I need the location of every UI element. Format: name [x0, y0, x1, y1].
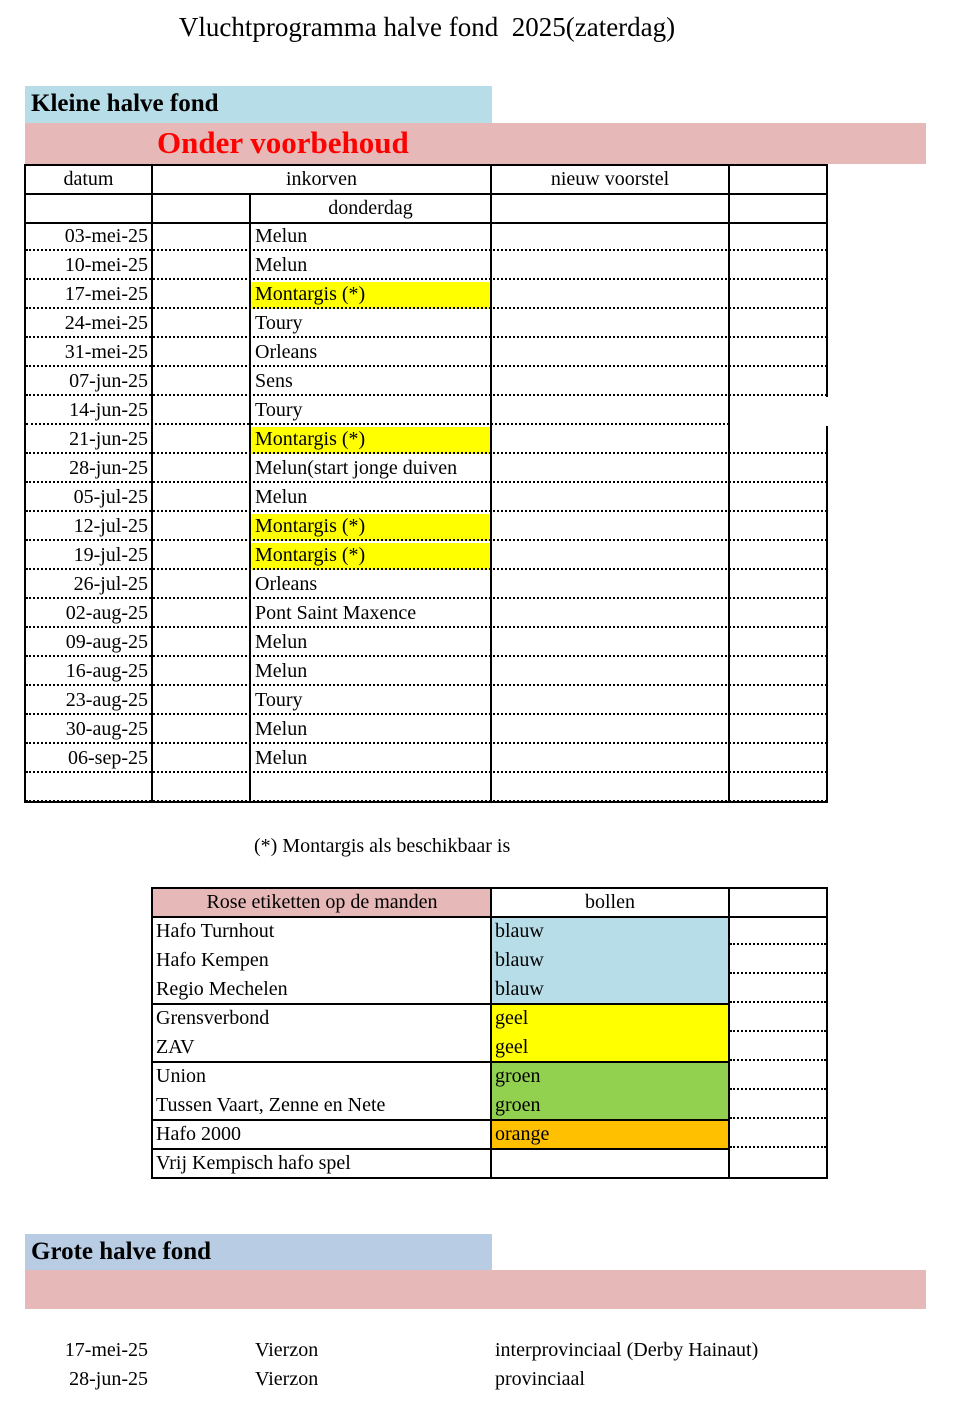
row-date: 31-mei-25 [64, 341, 148, 363]
row-date: 07-jun-25 [69, 370, 148, 392]
row-place: Pont Saint Maxence [255, 602, 417, 624]
row-place: Melun [255, 486, 308, 508]
row-place: Montargis (*) [255, 544, 366, 566]
kleine-halve-fond-heading: Kleine halve fond [25, 86, 492, 123]
etiketten-border-left [151, 887, 153, 1179]
row-place: Melun [255, 254, 308, 276]
row-separator [730, 1088, 826, 1090]
bol-color-label: groen [495, 1065, 541, 1087]
etiketten-border [151, 1148, 729, 1150]
row-date: 09-aug-25 [65, 631, 148, 653]
column-header-inkorven: inkorven [285, 168, 358, 190]
row-date: 16-aug-25 [65, 660, 148, 682]
row-place: Melun [255, 631, 308, 653]
row-separator [730, 943, 826, 945]
etiketten-border-right [826, 887, 828, 1179]
row-separator [730, 1059, 826, 1061]
row-place: Melun [255, 718, 308, 740]
etiketten-border [151, 1061, 729, 1063]
club-name: Hafo Turnhout [156, 920, 275, 942]
page-title: Vluchtprogramma halve fond 2025(zaterdag) [178, 12, 676, 42]
bol-color-label: orange [495, 1123, 550, 1145]
row-place: Sens [255, 370, 293, 392]
club-name: ZAV [156, 1036, 195, 1058]
etiketten-header-bollen: bollen [585, 891, 635, 913]
club-name: Regio Mechelen [156, 978, 288, 1000]
etiketten-border [151, 1003, 729, 1005]
bol-color-label: blauw [495, 949, 544, 971]
row-place: Melun [255, 660, 308, 682]
club-name: Hafo 2000 [156, 1123, 241, 1145]
bol-color-label: geel [495, 1007, 529, 1029]
etiketten-header-left: Rose etiketten op de manden [206, 891, 438, 913]
bol-color-label: groen [495, 1094, 541, 1116]
row-separator [730, 1117, 826, 1119]
row-place: Orleans [255, 573, 318, 595]
row-place: Toury [255, 689, 303, 711]
row-date: 17-mei-25 [64, 283, 148, 305]
row-date: 28-jun-25 [69, 457, 148, 479]
etiketten-border [728, 887, 730, 1179]
row-type: provinciaal [495, 1368, 585, 1390]
row-date: 05-jul-25 [73, 486, 148, 508]
column-header-datum: datum [63, 168, 114, 190]
row-date: 12-jul-25 [73, 515, 148, 537]
row-date: 26-jul-25 [73, 573, 148, 595]
row-place: Vierzon [255, 1339, 319, 1361]
bol-color-label: blauw [495, 978, 544, 1000]
row-place: Montargis (*) [255, 515, 366, 537]
bol-color-label: blauw [495, 920, 544, 942]
column-header-donderdag: donderdag [328, 197, 413, 219]
row-date: 28-jun-25 [69, 1368, 148, 1390]
etiketten-border [151, 1119, 729, 1121]
club-name: Tussen Vaart, Zenne en Nete [156, 1094, 386, 1116]
column-header-nieuw-voorstel: nieuw voorstel [550, 168, 670, 190]
row-separator [730, 1146, 826, 1148]
club-name: Union [156, 1065, 206, 1087]
club-name: Grensverbond [156, 1007, 270, 1029]
montargis-footnote: (*) Montargis als beschikbaar is [254, 835, 511, 857]
onder-voorbehoud-notice: Onder voorbehoud [157, 125, 409, 160]
club-name: Hafo Kempen [156, 949, 269, 971]
row-separator [730, 1030, 826, 1032]
row-separator [730, 972, 826, 974]
etiketten-border [490, 887, 492, 1179]
row-date: 30-aug-25 [65, 718, 148, 740]
grote-band [25, 1270, 926, 1309]
row-date: 17-mei-25 [64, 1339, 148, 1361]
row-place: Toury [255, 312, 303, 334]
row-place: Toury [255, 399, 303, 421]
row-place: Orleans [255, 341, 318, 363]
row-place: Melun [255, 225, 308, 247]
club-name: Vrij Kempisch hafo spel [156, 1152, 351, 1174]
row-date: 23-aug-25 [65, 689, 148, 711]
row-separator [730, 1001, 826, 1003]
grote-halve-fond-heading: Grote halve fond [25, 1234, 492, 1270]
row-date: 06-sep-25 [68, 747, 148, 769]
row-type: interprovinciaal (Derby Hainaut) [495, 1339, 759, 1361]
row-place: Montargis (*) [255, 428, 366, 450]
row-date: 21-jun-25 [69, 428, 148, 450]
row-place: Melun(start jonge duiven [255, 457, 458, 479]
row-date: 10-mei-25 [64, 254, 148, 276]
row-date: 03-mei-25 [64, 225, 148, 247]
row-date: 19-jul-25 [73, 544, 148, 566]
row-date: 24-mei-25 [64, 312, 148, 334]
row-date: 02-aug-25 [65, 602, 148, 624]
row-place: Vierzon [255, 1368, 319, 1390]
row-date: 14-jun-25 [69, 399, 148, 421]
row-place: Melun [255, 747, 308, 769]
bol-color-label: geel [495, 1036, 529, 1058]
row-place: Montargis (*) [255, 283, 366, 305]
